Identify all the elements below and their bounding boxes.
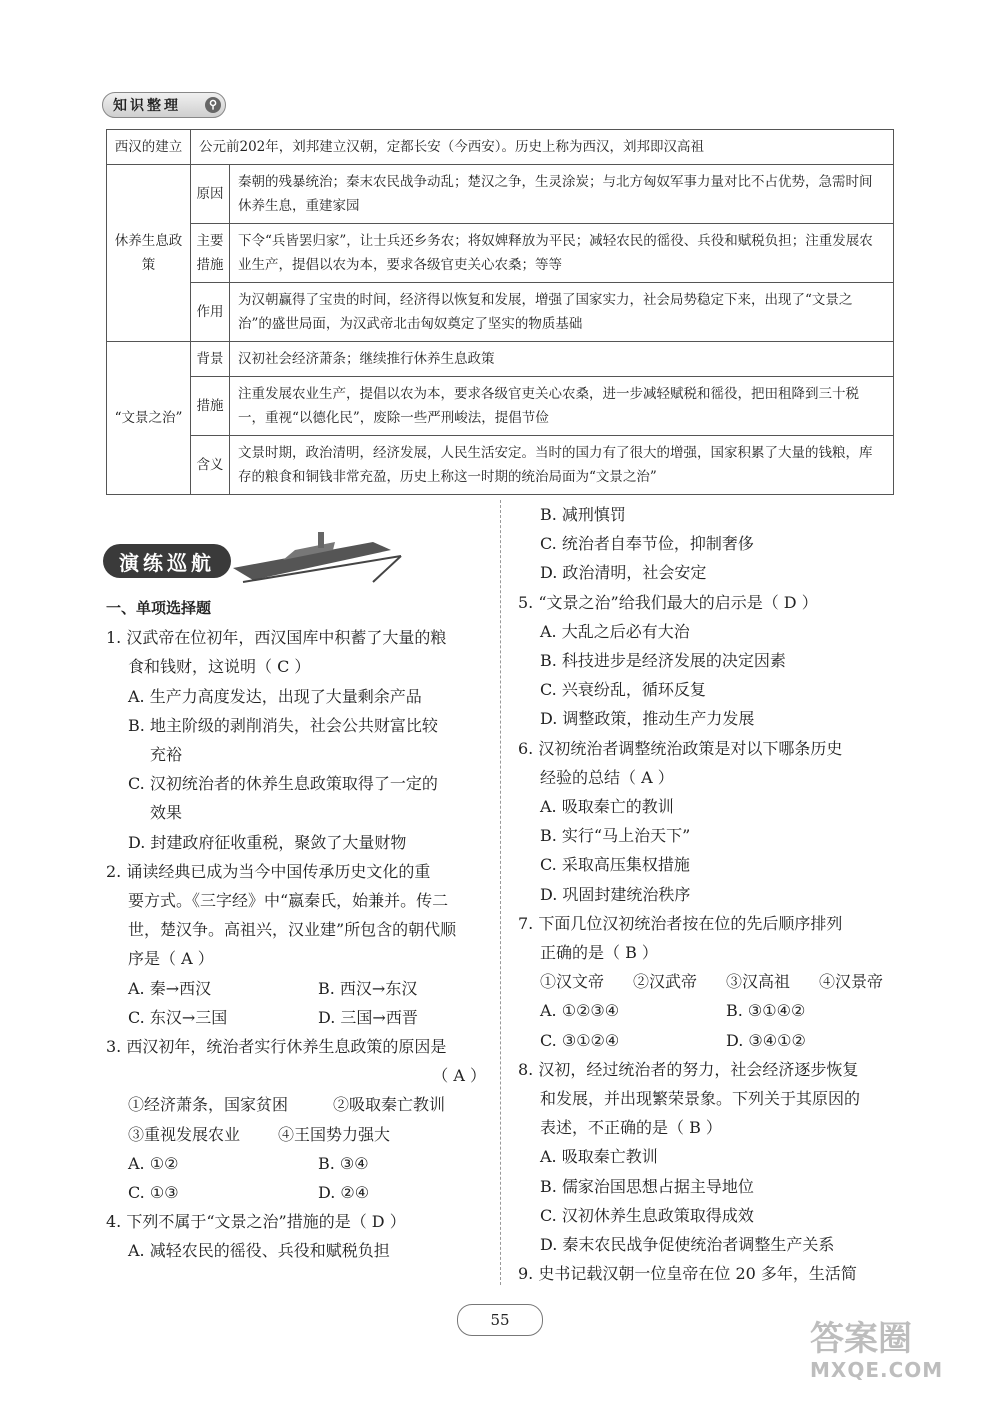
question-stem: 正确的是（ B ） [540, 943, 658, 963]
option: A. 减轻农民的徭役、兵役和赋税负担 [128, 1241, 390, 1261]
option: ②吸取秦亡教训 [333, 1095, 446, 1115]
option: A. 大乱之后必有大治 [540, 621, 690, 641]
question-stem: 6. 汉初统治者调整统治政策是对以下哪条历史 [518, 738, 843, 758]
question-stem: 7. 下面几位汉初统治者按在位的先后顺序排列 [518, 913, 843, 933]
sub-label: 背景 [191, 342, 230, 377]
option: C. 汉初统治者的休养生息政策取得了一定的 [128, 774, 438, 794]
answer: （ A ） [432, 1066, 486, 1086]
option: D. 秦末农民战争促使统治者调整生产关系 [540, 1235, 835, 1255]
option-row [106, 1120, 486, 1149]
section-banner-knowledge [102, 92, 226, 118]
table-row [107, 436, 894, 495]
option: A. 吸取秦亡教训 [540, 1147, 658, 1167]
right-column [518, 500, 896, 1288]
table-row [107, 342, 894, 377]
option: A. 吸取秦亡的教训 [540, 797, 674, 817]
watermark [810, 1320, 943, 1382]
option-row [518, 996, 896, 1025]
sub-label: 作用 [191, 283, 230, 342]
row-text: 注重发展农业生产，提倡以农为本，要求各级官吏关心农桑，进一步减轻赋税和徭役，把田租降到三十税一，重视“以德化民”，废除一些严刑峻法，提倡节俭 [230, 377, 894, 436]
row-text: 为汉朝赢得了宝贵的时间，经济得以恢复和发展，增强了国家实力，社会局势稳定下来，出现了“文景之治”的盛世局面，为汉武帝北击匈奴奠定了坚实的物质基础 [230, 283, 894, 342]
option: B. ③①④② [726, 1001, 806, 1021]
question-stem: 序是（ A ） [128, 949, 214, 969]
option: B. 儒家治国思想占据主导地位 [540, 1176, 754, 1196]
option: C. 采取高压集权措施 [540, 855, 690, 875]
option-row [106, 1003, 486, 1032]
option-row [518, 967, 896, 996]
option: ②汉武帝 [633, 972, 698, 992]
option: B. 科技进步是经济发展的决定因素 [540, 651, 786, 671]
option: D. 巩固封建统治秩序 [540, 884, 691, 904]
option-row [106, 1149, 486, 1178]
option: 充裕 [150, 745, 183, 765]
question-stem: 1. 汉武帝在位初年，西汉国库中积蓄了大量的粮 [106, 628, 447, 648]
row-text: 文景时期，政治清明，经济发展，人民生活安定。当时的国力有了很大的增强，国家积累了大量的钱粮，库存的粮食和铜钱非常充盈，历史上称这一时期的统治局面为“文景之治” [230, 436, 894, 495]
page-number: 55 [457, 1304, 543, 1336]
option: C. 汉初休养生息政策取得成效 [540, 1205, 754, 1225]
option: A. 生产力高度发达，出现了大量剩余产品 [128, 686, 422, 706]
knowledge-table [106, 129, 894, 495]
table-row [107, 165, 894, 224]
option: A. ①②③④ [540, 1001, 620, 1021]
question-stem: 9. 史书记载汉朝一位皇帝在位 20 多年，生活简 [518, 1264, 857, 1284]
option: C. 东汉→三国 [128, 1007, 228, 1027]
column-divider [500, 500, 501, 1285]
question-stem: 食和钱财，这说明（ C ） [128, 657, 311, 677]
question-stem: 要方式。《三字经》中“嬴秦氏，始兼并。传二 [128, 891, 449, 911]
section-banner-practice [103, 534, 303, 584]
option: ①经济萧条，国家贫困 [128, 1095, 289, 1115]
row-text: 下令“兵皆罢归家”，让士兵还乡务农；将奴婢释放为平民；减轻农民的徭役、兵役和赋税负担；注重发展农业生产，提倡以农为本，要求各级官吏关心农桑；等等 [230, 224, 894, 283]
section-heading: 一、单项选择题 [106, 599, 212, 617]
row-text: 秦朝的残暴统治；秦末农民战争动乱；楚汉之争，生灵涂炭；与北方匈奴军事力量对比不占优势，急需时间休养生息，重建家园 [230, 165, 894, 224]
question-stem: 5. “文景之治”给我们最大的启示是（ D ） [518, 592, 818, 612]
row-label: 西汉的建立 [107, 130, 191, 165]
option: B. 地主阶级的剥削消失，社会公共财富比较 [128, 715, 438, 735]
sub-label: 措施 [191, 377, 230, 436]
option-row [106, 1178, 486, 1207]
question-stem: 3. 西汉初年，统治者实行休养生息政策的原因是 [106, 1037, 447, 1057]
question-stem: 表述，不正确的是（ B ） [540, 1118, 722, 1138]
option: ④王国势力强大 [278, 1124, 391, 1144]
option: D. 封建政府征收重税，聚敛了大量财物 [128, 832, 407, 852]
option: B. 减刑慎罚 [540, 505, 626, 524]
question-stem: 2. 诵读经典已成为当今中国传承历史文化的重 [106, 861, 431, 881]
option-row [106, 1090, 486, 1119]
table-row [107, 130, 894, 165]
option: D. ②④ [318, 1183, 370, 1203]
option: C. ③①②④ [540, 1030, 620, 1050]
option-row [106, 974, 486, 1003]
table-row [107, 224, 894, 283]
question-stem: 经验的总结（ A ） [540, 767, 674, 787]
option: A. 秦→西汉 [128, 978, 212, 998]
row-text: 公元前202年，刘邦建立汉朝，定都长安（今西安）。历史上称为西汉，刘邦即汉高祖 [191, 130, 894, 165]
sub-label: 主要措施 [191, 224, 230, 283]
sub-label: 含义 [191, 436, 230, 495]
table-row [107, 283, 894, 342]
group-label: 休养生息政策 [107, 165, 191, 342]
ship-icon [223, 522, 403, 592]
group-label: “文景之治” [107, 342, 191, 495]
left-column [106, 594, 486, 1266]
option: D. 调整政策，推动生产力发展 [540, 709, 755, 729]
section-title: 演练巡航 [103, 544, 231, 578]
option: 效果 [150, 803, 183, 823]
sub-label: 原因 [191, 165, 230, 224]
watermark-url: MXQE.COM [810, 1358, 944, 1382]
option: D. 三国→西晋 [318, 1007, 418, 1027]
row-text: 汉初社会经济萧条；继续推行休养生息政策 [230, 342, 894, 377]
option: ①汉文帝 [540, 972, 605, 992]
search-icon: ⚲ [205, 97, 221, 113]
option: B. 实行“马上治天下” [540, 826, 691, 846]
question-stem: 世，楚汉争。高祖兴，汉业建”所包含的朝代顺 [128, 920, 457, 940]
option: C. 统治者自奉节俭，抑制奢侈 [540, 534, 754, 554]
table-row [107, 377, 894, 436]
question-stem: 8. 汉初，经过统治者的努力，社会经济逐步恢复 [518, 1059, 859, 1079]
option: ③重视发展农业 [128, 1124, 241, 1144]
question-stem: 4. 下列不属于“文景之治”措施的是（ D ） [106, 1212, 406, 1232]
option: B. 西汉→东汉 [318, 978, 418, 998]
section-title: 知识整理 [113, 98, 181, 114]
option: B. ③④ [318, 1153, 369, 1173]
option: A. ①② [128, 1153, 179, 1173]
question-stem: 和发展，并出现繁荣景象。下列关于其原因的 [540, 1089, 861, 1109]
option-row [518, 1026, 896, 1055]
option: ④汉景帝 [819, 972, 884, 992]
option: D. 政治清明，社会安定 [540, 563, 707, 583]
option: C. ①③ [128, 1183, 179, 1203]
watermark-logo-text: 答案圈 [810, 1319, 912, 1359]
option: C. 兴衰纷乱，循环反复 [540, 680, 706, 700]
option: ③汉高祖 [726, 972, 791, 992]
option: D. ③④①② [726, 1030, 806, 1050]
